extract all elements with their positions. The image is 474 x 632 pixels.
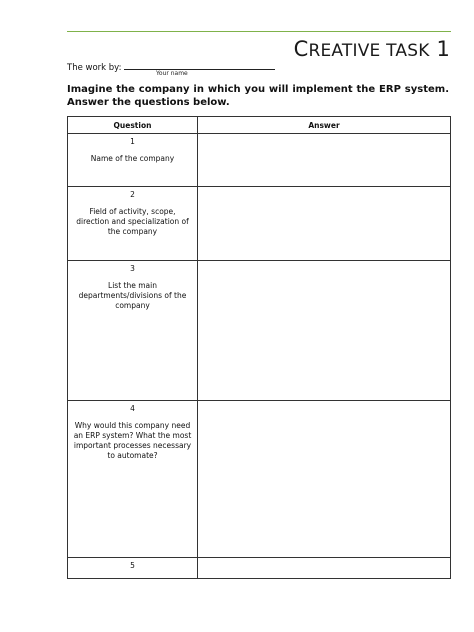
question-text: List the main departments/divisions of the company xyxy=(78,281,187,310)
table-row xyxy=(68,134,451,187)
title-number: 1 xyxy=(436,37,450,61)
answer-cell[interactable] xyxy=(198,134,451,187)
answer-cell[interactable] xyxy=(198,558,451,579)
question-text: Name of the company xyxy=(90,154,175,163)
question-text: Why would this company need an ERP system? What the most important processes necessary to automate? xyxy=(73,421,192,460)
question-number: 4 xyxy=(130,404,135,413)
answer-cell[interactable] xyxy=(198,261,451,401)
question-number: 1 xyxy=(130,137,135,146)
question-cell xyxy=(68,134,198,187)
work-by-label: The work by: xyxy=(67,63,122,73)
question-cell xyxy=(68,261,198,401)
name-blank-field[interactable] xyxy=(124,61,275,70)
table-row xyxy=(68,558,451,579)
question-number: 2 xyxy=(130,190,135,199)
question-cell xyxy=(68,558,198,579)
header-divider xyxy=(67,31,451,32)
table-row xyxy=(68,261,451,401)
title-rest: REATIVE TASK xyxy=(308,41,430,61)
answer-cell[interactable] xyxy=(198,401,451,558)
table-row xyxy=(68,187,451,261)
question-column-header: Question xyxy=(68,117,198,134)
page-title xyxy=(294,37,450,61)
question-cell xyxy=(68,401,198,558)
question-cell xyxy=(68,187,198,261)
your-name-caption: Your name xyxy=(156,70,188,77)
answer-column-header: Answer xyxy=(198,117,451,134)
question-number: 3 xyxy=(130,264,135,273)
answer-cell[interactable] xyxy=(198,187,451,261)
question-number: 5 xyxy=(130,561,135,570)
question-text: Field of activity, scope, direction and specialization of the company xyxy=(76,207,189,236)
table-row xyxy=(68,401,451,558)
question-answer-table xyxy=(67,116,451,579)
task-instructions: Imagine the company in which you will implement the ERP system. Answer the questions below. xyxy=(67,84,449,108)
title-initial: C xyxy=(293,37,309,61)
table-header-row xyxy=(68,117,451,134)
